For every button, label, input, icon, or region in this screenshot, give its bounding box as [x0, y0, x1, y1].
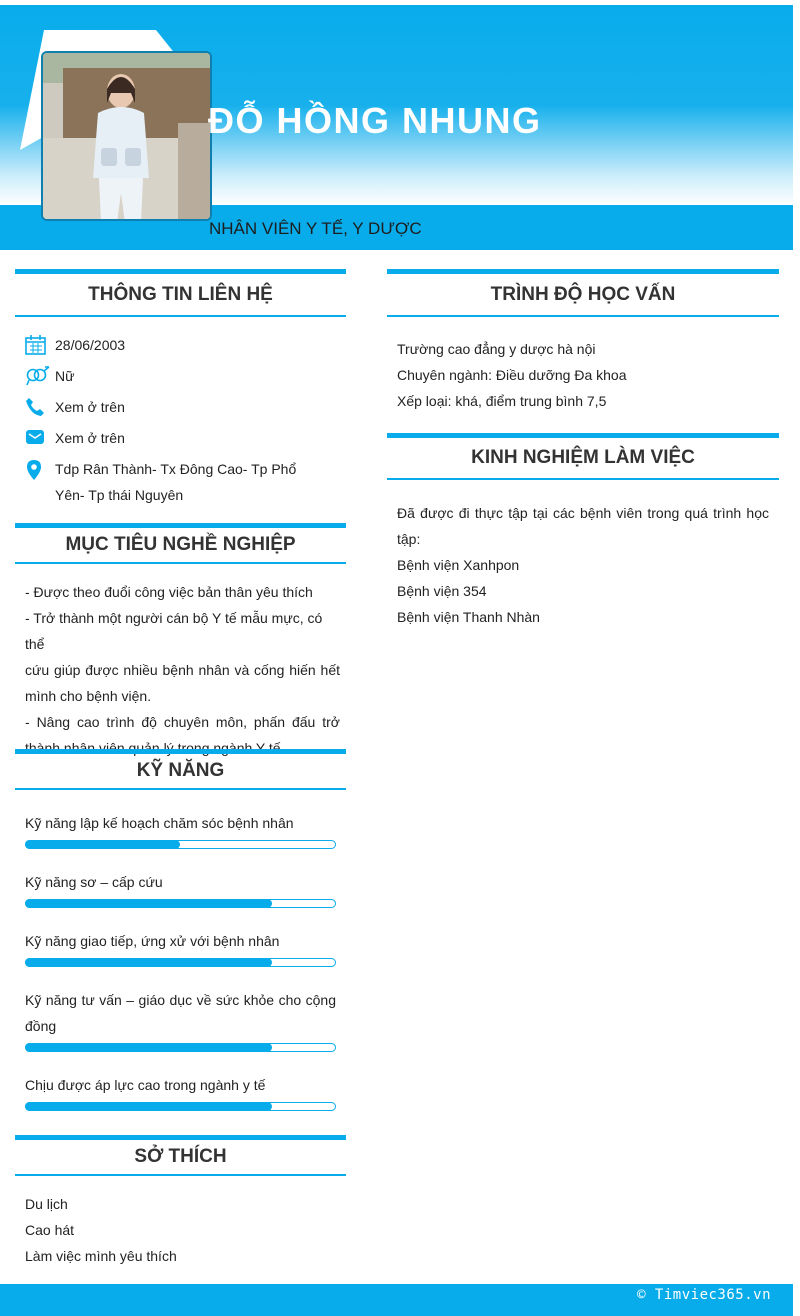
job-title: NHÂN VIÊN Y TẾ, Y DƯỢC [209, 219, 422, 238]
skill-item [25, 928, 336, 967]
education-body [397, 336, 772, 414]
skill-name: đồng [25, 1018, 57, 1034]
contact-heading: THÔNG TIN LIÊN HỆ [15, 269, 346, 317]
email-icon [25, 428, 55, 450]
hobby-item: Cao hát [25, 1222, 75, 1238]
contact-phone [25, 397, 125, 420]
experience-line: Đã được đi thực tập tại các bệnh viên trong quá trình học [397, 505, 769, 521]
email-text: Xem ở trên [55, 430, 125, 446]
objective-section [15, 523, 346, 564]
objective-line: thành nhân viên quản lý trong ngành Y tế. [25, 740, 285, 756]
experience-line: Bệnh viện Thanh Nhàn [397, 609, 540, 625]
address-text [55, 456, 296, 508]
objective-heading: MỤC TIÊU NGHỀ NGHIỆP [15, 523, 346, 564]
hobbies-heading: SỞ THÍCH [15, 1135, 346, 1176]
skills-section [15, 749, 346, 790]
skill-bar [25, 840, 336, 849]
profile-photo [41, 51, 212, 221]
objective-line: - Trở thành một người cán bộ Y tế mẫu mực, có thể [25, 610, 323, 652]
skill-name: Kỹ năng lập kế hoạch chăm sóc bệnh nhân [25, 815, 294, 831]
experience-body [397, 500, 769, 630]
education-section [387, 269, 779, 317]
birthday-text: 28/06/2003 [55, 337, 126, 353]
contact-birthday [25, 335, 125, 358]
footer-bar [0, 1284, 793, 1316]
skill-bar-fill [25, 1102, 272, 1111]
skill-bar-fill [25, 840, 180, 849]
education-line: Chuyên ngành: Điều dưỡng Đa khoa [397, 367, 627, 383]
objective-line: mình cho bệnh viện. [25, 688, 152, 704]
address-line-2: Yên- Tp thái Nguyên [55, 487, 184, 503]
skill-name: Kỹ năng sơ – cấp cứu [25, 874, 163, 890]
contact-gender [25, 366, 74, 389]
experience-heading: KINH NGHIỆM LÀM VIỆC [387, 433, 779, 480]
hobby-item: Làm việc mình yêu thích [25, 1248, 177, 1264]
skill-bar-fill [25, 1043, 272, 1052]
skill-bar [25, 899, 336, 908]
contact-address [25, 459, 296, 508]
address-line-1: Tdp Rân Thành- Tx Đông Cao- Tp Phổ [55, 461, 297, 477]
objective-line: cứu giúp được nhiều bệnh nhân và cống hiến hết [25, 662, 340, 678]
contact-email [25, 428, 125, 451]
objective-line: - Nâng cao trình độ chuyên môn, phấn đấu trở [25, 714, 340, 730]
objective-body [25, 579, 340, 761]
skill-item [25, 987, 336, 1052]
hobby-item: Du lịch [25, 1196, 68, 1212]
skill-bar-fill [25, 899, 272, 908]
education-line: Trường cao đẳng y dược hà nội [397, 341, 596, 357]
footer-watermark[interactable]: © Timviec365.vn [637, 1287, 771, 1303]
experience-line: Bệnh viện Xanhpon [397, 557, 520, 573]
objective-line: - Được theo đuổi công việc bản thân yêu thích [25, 584, 313, 600]
skill-name: Kỹ năng tư vấn – giáo dục về sức khỏe cho cộng [25, 992, 336, 1008]
skill-item [25, 1072, 336, 1111]
education-line: Xếp loại: khá, điểm trung bình 7,5 [397, 393, 607, 409]
education-heading: TRÌNH ĐỘ HỌC VẤN [387, 269, 779, 317]
skills-heading: KỸ NĂNG [15, 749, 346, 790]
skill-item [25, 869, 336, 908]
skill-bar [25, 1102, 336, 1111]
skill-item [25, 810, 336, 849]
phone-icon [25, 397, 55, 419]
skill-name: Chịu được áp lực cao trong ngành y tế [25, 1077, 266, 1093]
experience-line: tập: [397, 531, 421, 547]
skill-bar-fill [25, 958, 272, 967]
hobbies-body [25, 1191, 340, 1269]
gender-text: Nữ [55, 368, 75, 384]
calendar-icon [25, 335, 55, 357]
experience-line: Bệnh viện 354 [397, 583, 487, 599]
skill-bar [25, 1043, 336, 1052]
location-icon [25, 459, 55, 481]
phone-text: Xem ở trên [55, 399, 125, 415]
contact-section [15, 269, 346, 317]
experience-section [387, 433, 779, 480]
hobbies-section [15, 1135, 346, 1176]
skill-name: Kỹ năng giao tiếp, ứng xử với bệnh nhân [25, 933, 280, 949]
candidate-name: ĐỖ HỒNG NHUNG [208, 100, 542, 141]
gender-icon [25, 366, 55, 388]
skill-bar [25, 958, 336, 967]
